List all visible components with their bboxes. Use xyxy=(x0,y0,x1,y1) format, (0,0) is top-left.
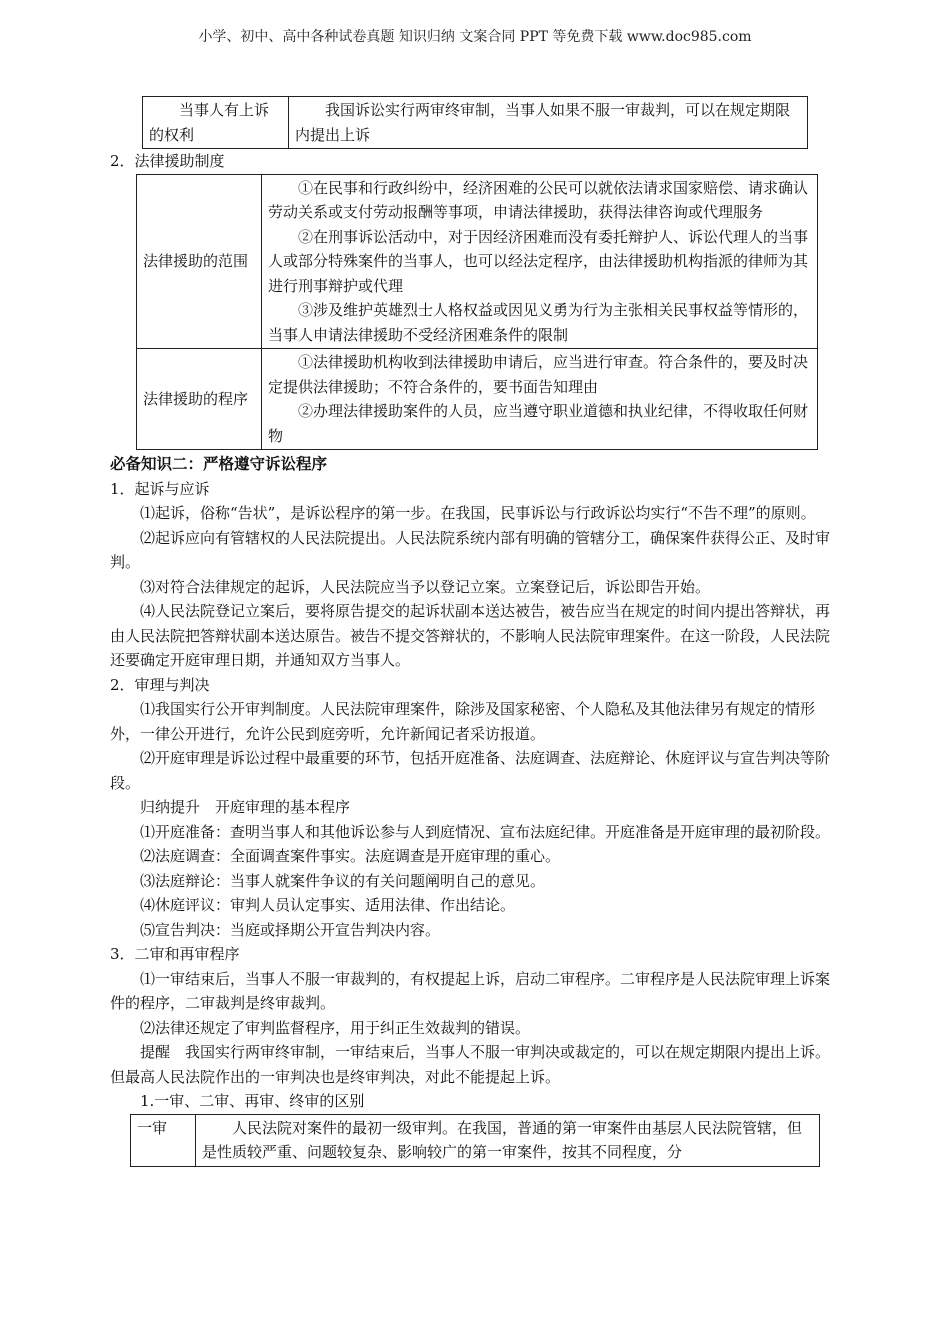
table-label-cell: 当事人有上诉的权利 xyxy=(143,97,289,149)
aid-scope-item: ②在刑事诉讼活动中，对于因经济困难而没有委托辩护人、诉讼代理人的当事人或部分特殊案件的当事人，也可以经法定程序，由法律援助机构指派的律师为其进行刑事辩护或代理 xyxy=(268,227,809,295)
paragraph: ⑸宣告判决：当庭或择期公开宣告判决内容。 xyxy=(140,920,441,939)
section-title-legal-aid: 2．法律援助制度 xyxy=(110,152,225,170)
paragraph: ⑷休庭评议：审判人员认定事实、适用法律、作出结论。 xyxy=(140,896,516,914)
section-title: 1．起诉与应诉 xyxy=(110,479,210,498)
paragraph: ⑶对符合法律规定的起诉，人民法院应当予以登记立案。立案登记后，诉讼即告开始。 xyxy=(140,577,711,596)
aid-scope-item: ③涉及维护英雄烈士人格权益或因见义勇为行为主张相关民事权益等情形的，当事人申请法律援助不受经济困难条件的限制 xyxy=(268,301,809,344)
table-content-cell: 人民法院对案件的最初一级审判。在我国，普通的第一审案件由基层人民法院管辖，但是性质较严重、问题较复杂、影响较广的第一审案件，按其不同程度，分 xyxy=(196,1114,820,1166)
aid-procedure-item: ①法律援助机构收到法律援助申请后，应当进行审查。符合条件的，要及时决定提供法律援助；不符合条件的，要书面告知理由 xyxy=(268,353,809,396)
paragraph: ⑴起诉，俗称“告状”，是诉讼程序的第一步。在我国，民事诉讼与行政诉讼均实行“不告不理”的原则。 xyxy=(140,504,816,522)
table-label-cell: 法律援助的程序 xyxy=(137,349,262,450)
section-title: 2．审理与判决 xyxy=(110,675,210,694)
paragraph: ⑵法庭调查：全面调查案件事实。法庭调查是开庭审理的重心。 xyxy=(140,847,561,865)
table-row xyxy=(143,97,808,149)
table-label-cell: 法律援助的范围 xyxy=(137,174,262,349)
appeal-right-table xyxy=(142,96,808,149)
paragraph: ⑴开庭准备：查明当事人和其他诉讼参与人到庭情况、宣布法庭纪律。开庭准备是开庭审理的最初阶段。 xyxy=(140,822,831,841)
table-content-cell xyxy=(262,349,818,450)
paragraph: ⑶法庭辩论：当事人就案件争议的有关问题阐明自己的意见。 xyxy=(140,871,546,890)
section-title: 3．二审和再审程序 xyxy=(110,945,240,963)
paragraph: ⑵法律还规定了审判监督程序，用于纠正生效裁判的错误。 xyxy=(140,1018,531,1037)
table-row xyxy=(137,174,818,349)
paragraph: ⑴我国实行公开审判制度。人民法院审理案件，除涉及国家秘密、个人隐私及其他法律另有规定的情形外，一律公开进行，允许公民到庭旁听，允许新闻记者采访报道。 xyxy=(110,700,816,743)
paragraph: ⑵开庭审理是诉讼过程中最重要的环节，包括开庭准备、法庭调查、法庭辩论、休庭评议与宣告判决等阶段。 xyxy=(110,749,831,792)
table-content-cell xyxy=(262,174,818,349)
tip-paragraph: 提醒 我国实行两审终审制，一审结束后，当事人不服一审判决或裁定的，可以在规定期限内提出上诉。但最高人民法院作出的一审判决也是终审判决，对此不能提起上诉。 xyxy=(110,1043,831,1086)
trial-levels-table xyxy=(130,1114,820,1167)
table-row xyxy=(131,1114,820,1166)
list-title: 1.一审、二审、再审、终审的区别 xyxy=(140,1092,365,1110)
knowledge-heading: 必备知识二：严格遵守诉讼程序 xyxy=(110,455,328,473)
paragraph: ⑷人民法院登记立案后，要将原告提交的起诉状副本送达被告，被告应当在规定的时间内提出答辩状，再由人民法院把答辩状副本送达原告。被告不提交答辩状的，不影响人民法院审理案件。在这一阶段，人民法院还要确定开庭审理日期，并通知双方当事人。 xyxy=(110,602,831,669)
paragraph: ⑴一审结束后，当事人不服一审裁判的，有权提起上诉，启动二审程序。二审程序是人民法院审理上诉案件的程序，二审裁判是终审裁判。 xyxy=(110,969,831,1012)
table-content-cell: 我国诉讼实行两审终审制，当事人如果不服一审裁判，可以在规定期限内提出上诉 xyxy=(289,97,808,149)
document-body xyxy=(110,96,840,1167)
table-label-cell: 一审 xyxy=(131,1114,196,1166)
table-row xyxy=(137,349,818,450)
page-header: 小学、初中、高中各种试卷真题 知识归纳 文案合同 PPT 等免费下载 www.doc985.com xyxy=(198,29,752,45)
legal-aid-table xyxy=(136,174,818,451)
paragraph: ⑵起诉应向有管辖权的人民法院提出。人民法院系统内部有明确的管辖分工，确保案件获得公正、及时审判。 xyxy=(110,528,831,571)
summary-label: 归纳提升 开庭审理的基本程序 xyxy=(140,798,351,816)
aid-scope-item: ①在民事和行政纠纷中，经济困难的公民可以就依法请求国家赔偿、请求确认劳动关系或支付劳动报酬等事项，申请法律援助，获得法律咨询或代理服务 xyxy=(268,178,809,221)
aid-procedure-item: ②办理法律援助案件的人员，应当遵守职业道德和执业纪律，不得收取任何财物 xyxy=(268,402,809,445)
